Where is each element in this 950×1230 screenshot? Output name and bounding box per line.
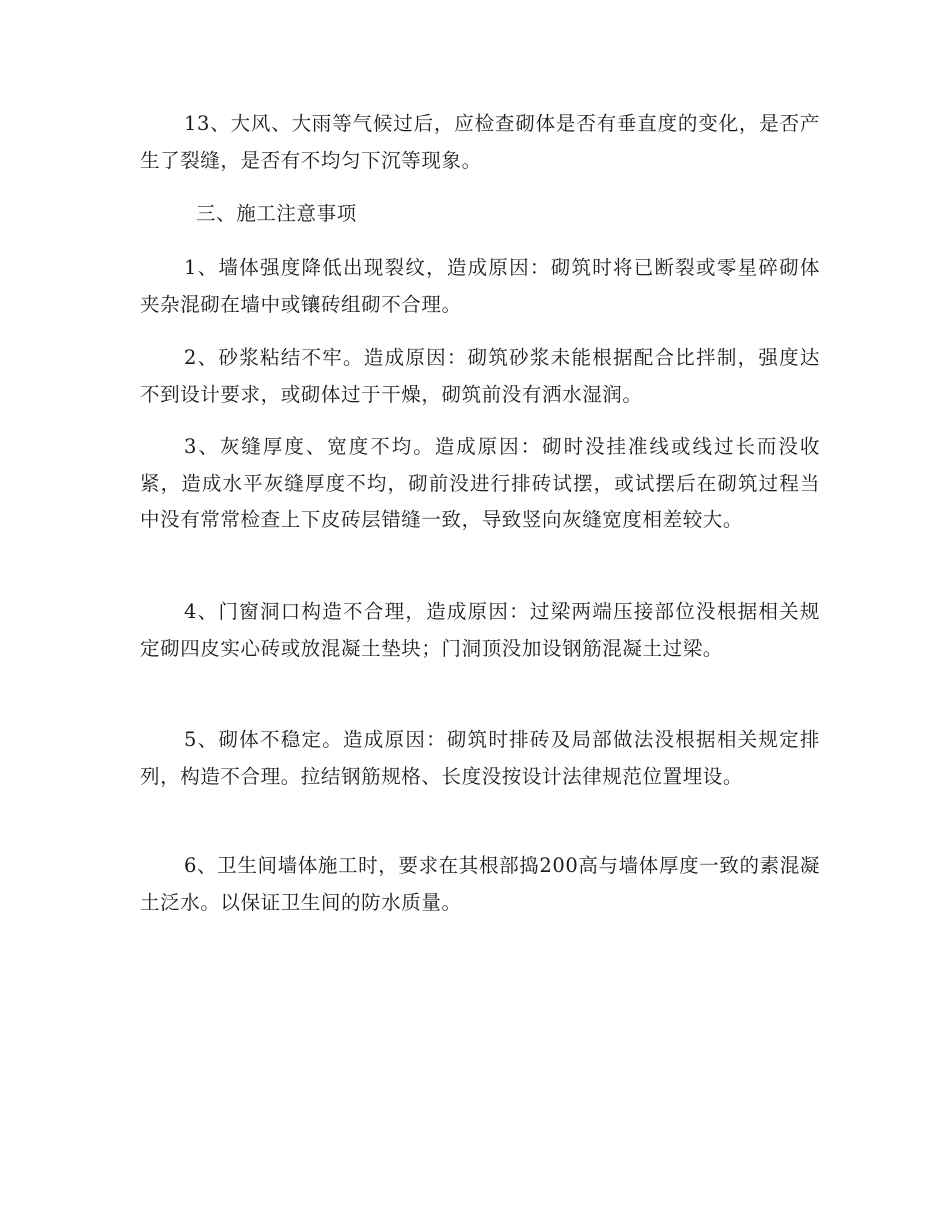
paragraph-5-stability: 5、砌体不稳定。造成原因：砌筑时排砖及局部做法没根据相关规定排列，构造不合理。拉结钢筋规格、长度没按设计法律规范位置埋设。 — [140, 728, 820, 788]
paragraph-1-wall-cracks: 1、墙体强度降低出现裂纹，造成原因：砌筑时将已断裂或零星碎砌体夹杂混砌在墙中或镶砖组砌不合理。 — [140, 256, 820, 316]
paragraph-4-openings: 4、门窗洞口构造不合理，造成原因：过梁两端压接部位没根据相关规定砌四皮实心砖或放混凝土垫块；门洞顶没加设钢筋混凝土过梁。 — [140, 600, 820, 660]
paragraph-6-bathroom: 6、卫生间墙体施工时，要求在其根部捣200高与墙体厚度一致的素混凝土泛水。以保证卫生间的防水质量。 — [140, 854, 820, 914]
paragraph-3-joint-thickness: 3、灰缝厚度、宽度不均。造成原因：砌时没挂准线或线过长而没收紧，造成水平灰缝厚度不均，砌前没进行排砖试摆，或试摆后在砌筑过程当中没有常常检查上下皮砖层错缝一致，导致竖向灰缝宽度相差较大。 — [140, 435, 820, 531]
paragraph-13-weather-check: 13、大风、大雨等气候过后，应检查砌体是否有垂直度的变化，是否产生了裂缝，是否有不均匀下沉等现象。 — [140, 112, 820, 172]
paragraph-2-mortar-bond: 2、砂浆粘结不牢。造成原因：砌筑砂浆未能根据配合比拌制，强度达不到设计要求，或砌体过于干燥，砌筑前没有洒水湿润。 — [140, 346, 820, 406]
section-heading: 三、施工注意事项 — [196, 202, 357, 225]
